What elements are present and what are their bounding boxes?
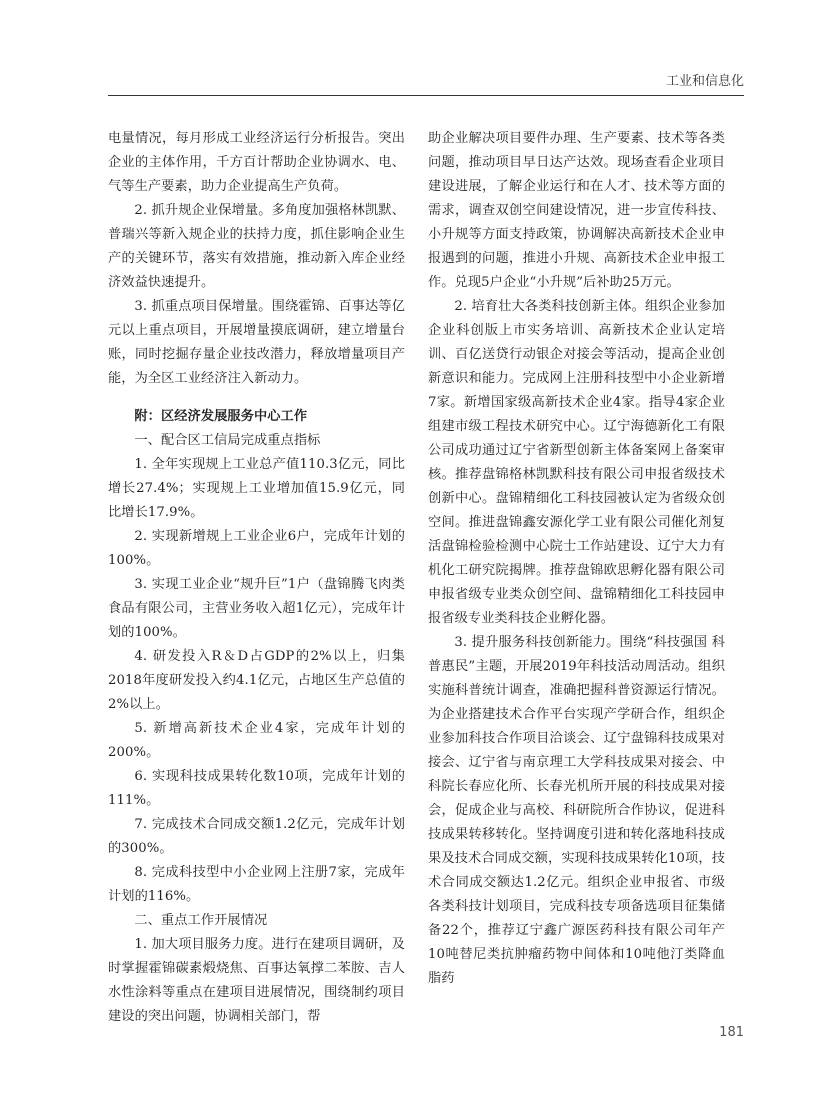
paragraph: 一、配合区工信局完成重点指标: [134, 433, 321, 448]
page-number: 181: [719, 1025, 744, 1040]
paragraph: 助企业解决项目要件办理、生产要素、技术等各类问题，推动项目早日达产达效。现场查看企业项目建设进展，了解企业运行和在人才、技术等方面的需求，调查双创空间建设情况，进一步宣传科技、小升规等方面支持政策，协调解决高新技术企业申报遇到的问题，推进小升规、高新技术企业申报工作。兑现5户企业“小升规”后补助25万元。: [428, 131, 725, 290]
paragraph: 1. 加大项目服务力度。进行在建项目调研，及时掌握霍锦碳素煅烧焦、百事达氧撑二苯胺、吉人水性涂料等重点在建项目进展情况，围绕制约项目建设的突出问题，协调相关部门，帮: [108, 937, 405, 1024]
paragraph: 2. 抓升规企业保增量。多角度加强格林凯默、普瑞兴等新入规企业的扶持力度，抓住影响企业生产的关键环节，落实有效措施，推动新入库企业经济效益快速提升。: [108, 203, 405, 290]
left-column: [108, 127, 405, 1029]
paragraph: 1. 全年实现规上工业总产值110.3亿元，同比增长27.4%；实现规上工业增加值15.9亿元，同比增长17.9%。: [108, 457, 405, 520]
paragraph: 电量情况，每月形成工业经济运行分析报告。突出企业的主体作用，千方百计帮助企业协调水、电、气等生产要素，助力企业提高生产负荷。: [108, 131, 405, 194]
paragraph: 3. 抓重点项目保增量。围绕霍锦、百事达等亿元以上重点项目，开展增量摸底调研，建立增量台账，同时挖掘存量企业技改潜力，释放增量项目产能，为全区工业经济注入新动力。: [108, 299, 405, 386]
paragraph: 二、重点工作开展情况: [134, 913, 268, 928]
section-tag: 工业和信息化: [665, 74, 744, 89]
paragraph: 2. 培育壮大各类科技创新主体。组织企业参加企业科创版上市实务培训、高新技术企业认定培训、百亿送贷行动银企对接会等活动，提高企业创新意识和能力。完成网上注册科技型中小企业新增7家。新增国家级高新技术企业4家。指导4家企业组建市级工程技术研究中心。辽宁海德新化工有限公司成功通过辽宁省新型创新主体备案网上备案审核。推荐盘锦格林凯默科技有限公司申报省级技术创新中心。盘锦精细化工科技园被认定为省级众创空间。推进盘锦鑫安源化学工业有限公司催化剂复活盘锦检验检测中心院士工作站建设、辽宁大力有机化工研究院揭牌。推荐盘锦欧思孵化器有限公司申报省级专业类众创空间、盘锦精细化工科技园申报省级专业类科技企业孵化器。: [428, 299, 725, 626]
paragraph: 7. 完成技术合同成交额1.2亿元，完成年计划的300%。: [108, 817, 405, 856]
paragraph: 8. 完成科技型中小企业网上注册7家，完成年计划的116%。: [108, 865, 405, 904]
section-heading: 附：区经济发展服务中心工作: [134, 409, 308, 424]
paragraph: 6. 实现科技成果转化数10项，完成年计划的111%。: [108, 769, 405, 808]
paragraph: 3. 提升服务科技创新能力。围绕“科技强国 科普惠民”主题，开展2019年科技活动周活动。组织实施科普统计调查，准确把握科普资源运行情况。为企业搭建技术合作平台实现产学研合作，组织企业参加科技合作项目洽谈会、辽宁盘锦科技成果对接会、辽宁省与南京理工大学科技成果对接会、中科院长春应化所、长春光机所开展的科技成果对接会，促成企业与高校、科研院所合作协议，促进科技成果转移转化。坚持调度引进和转化落地科技成果及技术合同成交额，实现科技成果转化10项，技术合同成交额达1.2亿元。组织企业申报省、市级各类科技计划项目，完成科技专项备选项目征集储备22个，推荐辽宁鑫广源医药科技有限公司年产10吨替尼类抗肿瘤药物中间体和10吨他汀类降血脂药: [428, 635, 725, 986]
paragraph: 5. 新增高新技术企业4家，完成年计划的200%。: [108, 721, 405, 760]
paragraph: 4. 研发投入R＆D占GDP的2%以上，归集2018年度研发投入约4.1亿元，占地区生产总值的2%以上。: [108, 649, 405, 712]
right-column: [428, 127, 725, 991]
paragraph: 3. 实现工业企业“规升巨”1户（盘锦腾飞肉类食品有限公司，主营业务收入超1亿元），完成年计划的100%。: [108, 577, 405, 640]
paragraph: 2. 实现新增规上工业企业6户，完成年计划的100%。: [108, 529, 405, 568]
header-rule: [108, 95, 744, 96]
